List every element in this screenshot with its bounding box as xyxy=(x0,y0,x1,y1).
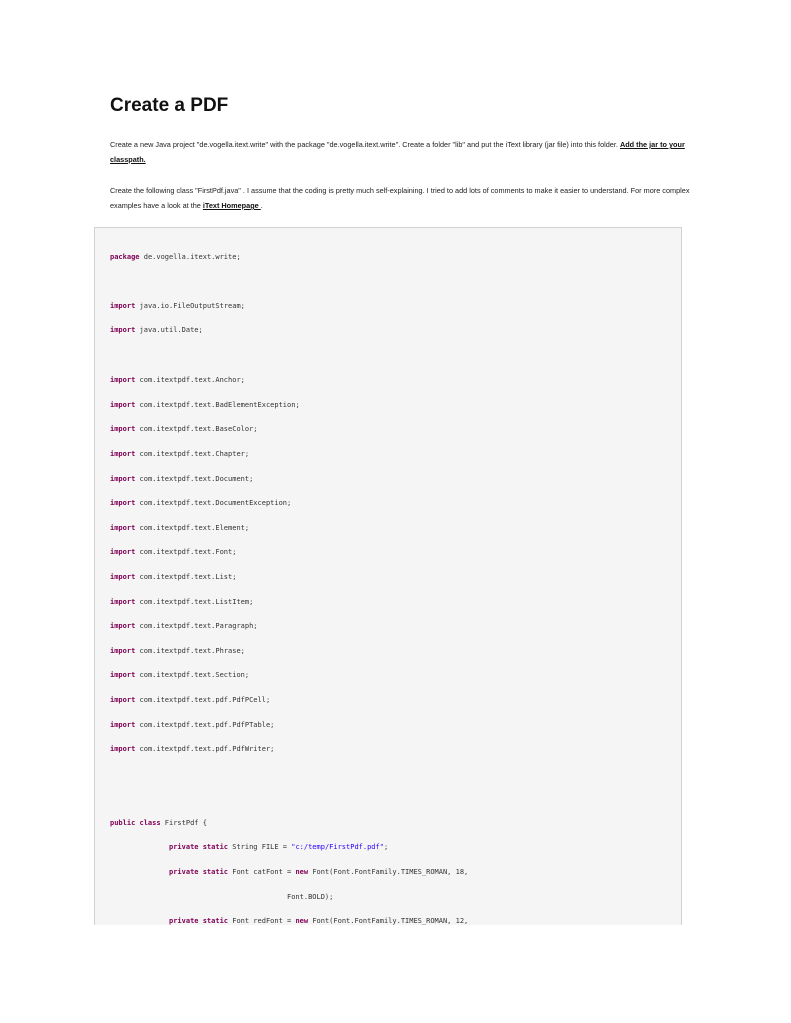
code-text: com.itextpdf.text.pdf.PdfWriter; xyxy=(135,745,275,753)
code-line-field xyxy=(169,867,468,877)
keyword: import xyxy=(110,647,136,655)
code-text: com.itextpdf.text.Section; xyxy=(135,671,250,679)
code-line-import xyxy=(110,523,249,533)
code-line-import xyxy=(110,621,258,631)
keyword: import xyxy=(110,425,136,433)
keyword: import xyxy=(110,401,136,409)
keyword: import xyxy=(110,326,136,334)
code-text: Font(Font.FontFamily.TIMES_ROMAN, 18, xyxy=(308,868,469,876)
code-text: com.itextpdf.text.BaseColor; xyxy=(135,425,258,433)
code-text: com.itextpdf.text.Phrase; xyxy=(135,647,245,655)
classpath-link[interactable]: Add the jar to your classpath. xyxy=(110,140,685,164)
intro-paragraph xyxy=(110,137,695,167)
intro-text: Create a new Java project "de.vogella.itext.write" with the package "de.vogella.itext.write". Create a folder "lib" and put the iText library (jar file) into this folder. xyxy=(110,140,620,149)
code-line-import xyxy=(110,720,274,730)
code-line-import xyxy=(110,474,253,484)
class-paragraph xyxy=(110,183,695,213)
code-line-import xyxy=(110,375,245,385)
keyword: import xyxy=(110,475,136,483)
keyword: new xyxy=(295,917,309,925)
keyword: import xyxy=(110,376,136,384)
keyword: import xyxy=(110,598,136,606)
code-line-import xyxy=(110,646,245,656)
code-text: java.io.FileOutputStream; xyxy=(135,302,245,310)
keyword: import xyxy=(110,450,136,458)
code-text: String FILE = xyxy=(228,843,292,851)
code-line-import xyxy=(110,695,270,705)
code-line-import xyxy=(110,301,245,311)
code-line-import xyxy=(110,498,291,508)
code-text: com.itextpdf.text.Paragraph; xyxy=(135,622,258,630)
code-line-import xyxy=(110,424,258,434)
code-text: com.itextpdf.text.List; xyxy=(135,573,237,581)
code-text: com.itextpdf.text.Document; xyxy=(135,475,254,483)
class-text-suffix: . xyxy=(260,201,263,210)
code-line-package xyxy=(110,252,241,262)
keyword: import xyxy=(110,302,136,310)
code-text: Font.BOLD); xyxy=(287,893,334,901)
code-text: Font(Font.FontFamily.TIMES_ROMAN, 12, xyxy=(308,917,469,925)
code-line-continuation xyxy=(287,892,333,902)
keyword: import xyxy=(110,721,136,729)
code-text: com.itextpdf.text.ListItem; xyxy=(135,598,254,606)
code-text: com.itextpdf.text.Anchor; xyxy=(135,376,245,384)
code-text: com.itextpdf.text.pdf.PdfPCell; xyxy=(135,696,271,704)
keyword: new xyxy=(295,868,309,876)
code-line-import xyxy=(110,400,300,410)
code-text: com.itextpdf.text.Element; xyxy=(135,524,250,532)
itext-homepage-link[interactable]: iText Homepage xyxy=(202,201,261,210)
code-text: com.itextpdf.text.Font; xyxy=(135,548,237,556)
keyword: import xyxy=(110,622,136,630)
page-title: Create a PDF xyxy=(110,95,229,116)
code-text: FirstPdf { xyxy=(160,819,207,827)
keyword: import xyxy=(110,745,136,753)
keyword: package xyxy=(110,253,140,261)
code-text: com.itextpdf.text.DocumentException; xyxy=(135,499,292,507)
code-line-import xyxy=(110,325,203,335)
code-line-import xyxy=(110,670,249,680)
code-text: com.itextpdf.text.pdf.PdfPTable; xyxy=(135,721,275,729)
code-line-field xyxy=(169,916,468,925)
code-text: com.itextpdf.text.Chapter; xyxy=(135,450,250,458)
code-line-import xyxy=(110,449,249,459)
code-text: Font redFont = xyxy=(228,917,296,925)
keyword: private static xyxy=(169,843,229,851)
keyword: private static xyxy=(169,868,229,876)
code-line-import xyxy=(110,572,236,582)
code-block xyxy=(94,227,682,925)
code-line-field xyxy=(169,842,388,852)
code-line-import xyxy=(110,547,236,557)
code-line-import xyxy=(110,597,253,607)
class-text: Create the following class "FirstPdf.java" . I assume that the coding is pretty much self-explaining. I tried to add lots of comments to make it easier to understand. For more complex examples have a look at the xyxy=(110,186,690,210)
code-text: de.vogella.itext.write; xyxy=(139,253,241,261)
string-literal: "c:/temp/FirstPdf.pdf" xyxy=(291,843,384,851)
code-line-class xyxy=(110,818,207,828)
keyword: import xyxy=(110,671,136,679)
keyword: import xyxy=(110,524,136,532)
keyword: import xyxy=(110,499,136,507)
keyword: public class xyxy=(110,819,161,827)
keyword: import xyxy=(110,573,136,581)
code-text: ; xyxy=(383,843,389,851)
keyword: import xyxy=(110,548,136,556)
code-text: Font catFont = xyxy=(228,868,296,876)
code-text: com.itextpdf.text.BadElementException; xyxy=(135,401,300,409)
keyword: import xyxy=(110,696,136,704)
code-text: java.util.Date; xyxy=(135,326,203,334)
code-line-import xyxy=(110,744,274,754)
keyword: private static xyxy=(169,917,229,925)
